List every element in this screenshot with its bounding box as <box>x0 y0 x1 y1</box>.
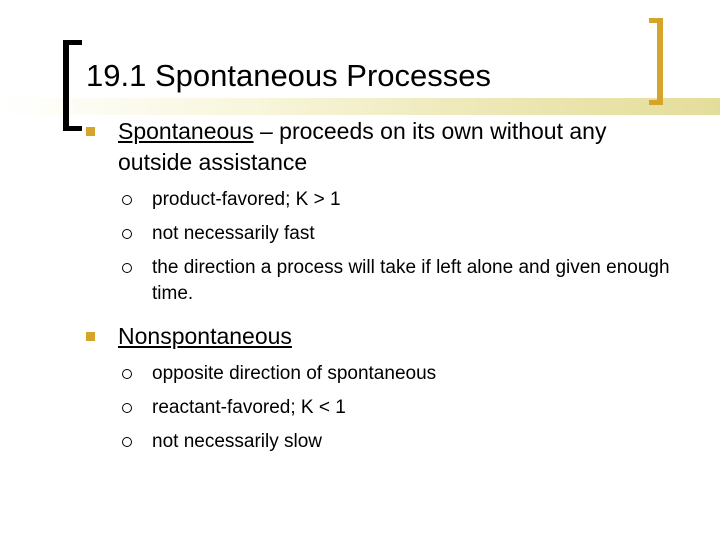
ring-bullet-icon <box>122 195 132 205</box>
sub-bullet <box>86 187 676 213</box>
sub-bullet <box>86 221 676 247</box>
right-bracket-top <box>649 18 663 23</box>
sub-bullet-text: not necessarily slow <box>152 431 323 452</box>
ring-bullet-icon <box>122 403 132 413</box>
sub-bullet <box>86 395 676 421</box>
sub-bullet <box>86 429 676 455</box>
sub-bullet <box>86 361 676 387</box>
left-bracket-bottom <box>63 126 82 131</box>
slide-title: 19.1 Spontaneous Processes <box>86 58 491 93</box>
right-bracket-bottom <box>649 100 663 105</box>
left-bracket-icon <box>63 40 69 131</box>
ring-bullet-icon <box>122 437 132 447</box>
bullet-spontaneous <box>86 116 676 178</box>
bullet-term: Spontaneous <box>118 118 254 144</box>
square-bullet-icon <box>86 332 95 341</box>
left-bracket-top <box>63 40 82 45</box>
right-bracket-icon <box>657 18 663 105</box>
ring-bullet-icon <box>122 369 132 379</box>
square-bullet-icon <box>86 127 95 136</box>
ring-bullet-icon <box>122 263 132 273</box>
bullet-text: – proceeds on its own without any outside assistance <box>118 118 607 175</box>
bullet-term: Nonspontaneous <box>118 323 292 349</box>
sub-bullet-text: opposite direction of spontaneous <box>152 363 437 384</box>
sub-bullet-text: product-favored; K > 1 <box>152 189 341 210</box>
sub-bullet-text: not necessarily fast <box>152 223 315 244</box>
sub-bullet-text: reactant-favored; K < 1 <box>152 397 346 418</box>
sub-bullet-text: the direction a process will take if left alone and given enough time. <box>152 257 670 304</box>
title-accent-band <box>0 98 720 115</box>
ring-bullet-icon <box>122 229 132 239</box>
bullet-nonspontaneous <box>86 321 676 352</box>
sub-bullet <box>86 255 676 307</box>
slide-body <box>86 116 676 455</box>
